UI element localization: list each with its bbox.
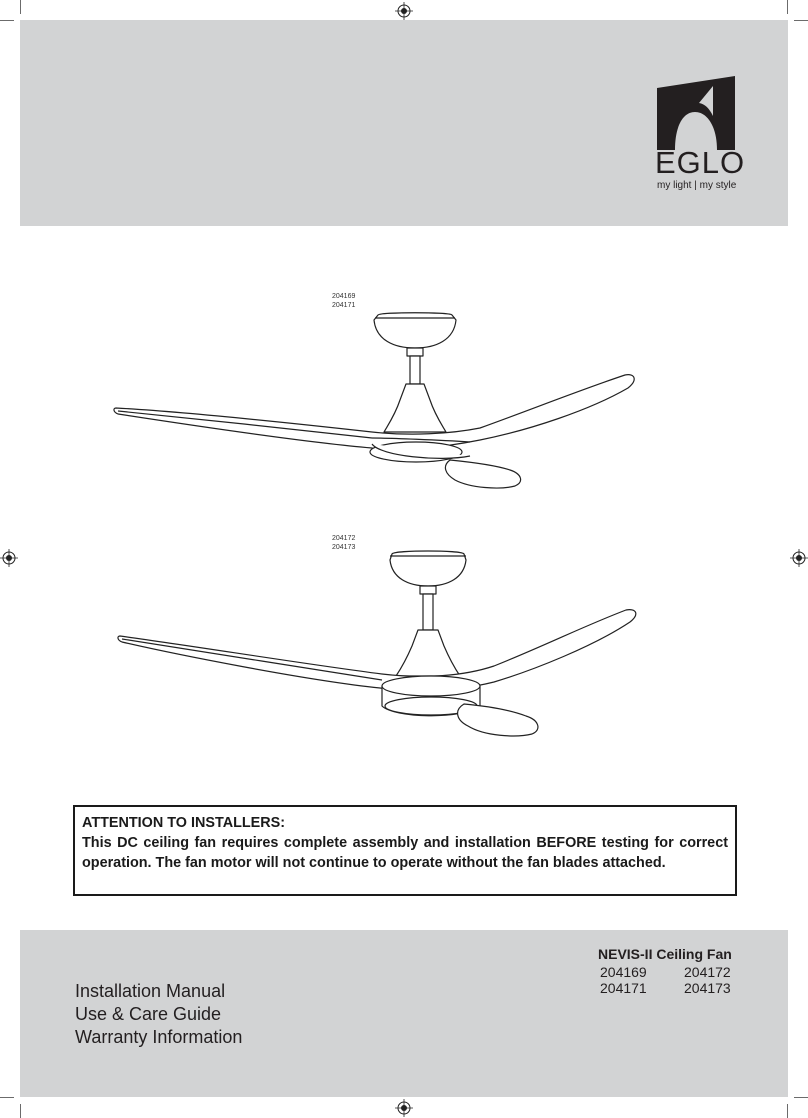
- brand-name: EGLO: [655, 145, 746, 180]
- figure-1-model-labels: [332, 292, 355, 310]
- eglo-logo-icon: [657, 76, 735, 150]
- crop-mark-top-left-h: [0, 20, 14, 21]
- model-code: 204172: [684, 964, 731, 980]
- model-code: 204169: [600, 964, 647, 980]
- crop-mark-bottom-left-h: [0, 1097, 14, 1098]
- attention-body: This DC ceiling fan requires complete assembly and installation BEFORE testing for correct operation. The fan motor will not continue to operate without the fan blades attached.: [82, 835, 728, 871]
- product-title: NEVIS-II Ceiling Fan: [598, 946, 732, 962]
- model-code-table: [600, 964, 768, 996]
- figure-2-model-code: 204173: [332, 544, 356, 551]
- ceiling-fan-illustration-1: [110, 310, 640, 495]
- registration-mark-bottom: [395, 1099, 413, 1117]
- model-code-row: [600, 964, 768, 980]
- crop-mark-top-right-v: [787, 0, 788, 14]
- crop-mark-top-right-h: [794, 20, 808, 21]
- registration-mark-top: [395, 2, 413, 20]
- crop-mark-bottom-right-h: [794, 1097, 808, 1098]
- figure-1-model-code: 204171: [332, 302, 356, 309]
- registration-mark-left: [0, 549, 18, 567]
- figure-1-model-code: 204169: [332, 293, 356, 300]
- figure-2-model-code: 204172: [332, 535, 356, 542]
- attention-heading: ATTENTION TO INSTALLERS:: [82, 815, 286, 831]
- crop-mark-bottom-right-v: [787, 1104, 788, 1118]
- ceiling-fan-illustration-2: [114, 546, 644, 746]
- document-type: Use & Care Guide: [75, 1004, 222, 1024]
- document-type: Installation Manual: [75, 981, 226, 1001]
- registration-mark-right: [790, 549, 808, 567]
- model-code: 204173: [684, 980, 731, 996]
- model-code-row: [600, 980, 768, 996]
- model-code: 204171: [600, 980, 647, 996]
- brand-tagline: my light | my style: [657, 180, 737, 191]
- crop-mark-bottom-left-v: [20, 1104, 21, 1118]
- crop-mark-top-left-v: [20, 0, 21, 14]
- document-types: [75, 980, 242, 1049]
- installer-attention-notice: [73, 805, 737, 896]
- document-type: Warranty Information: [75, 1027, 243, 1047]
